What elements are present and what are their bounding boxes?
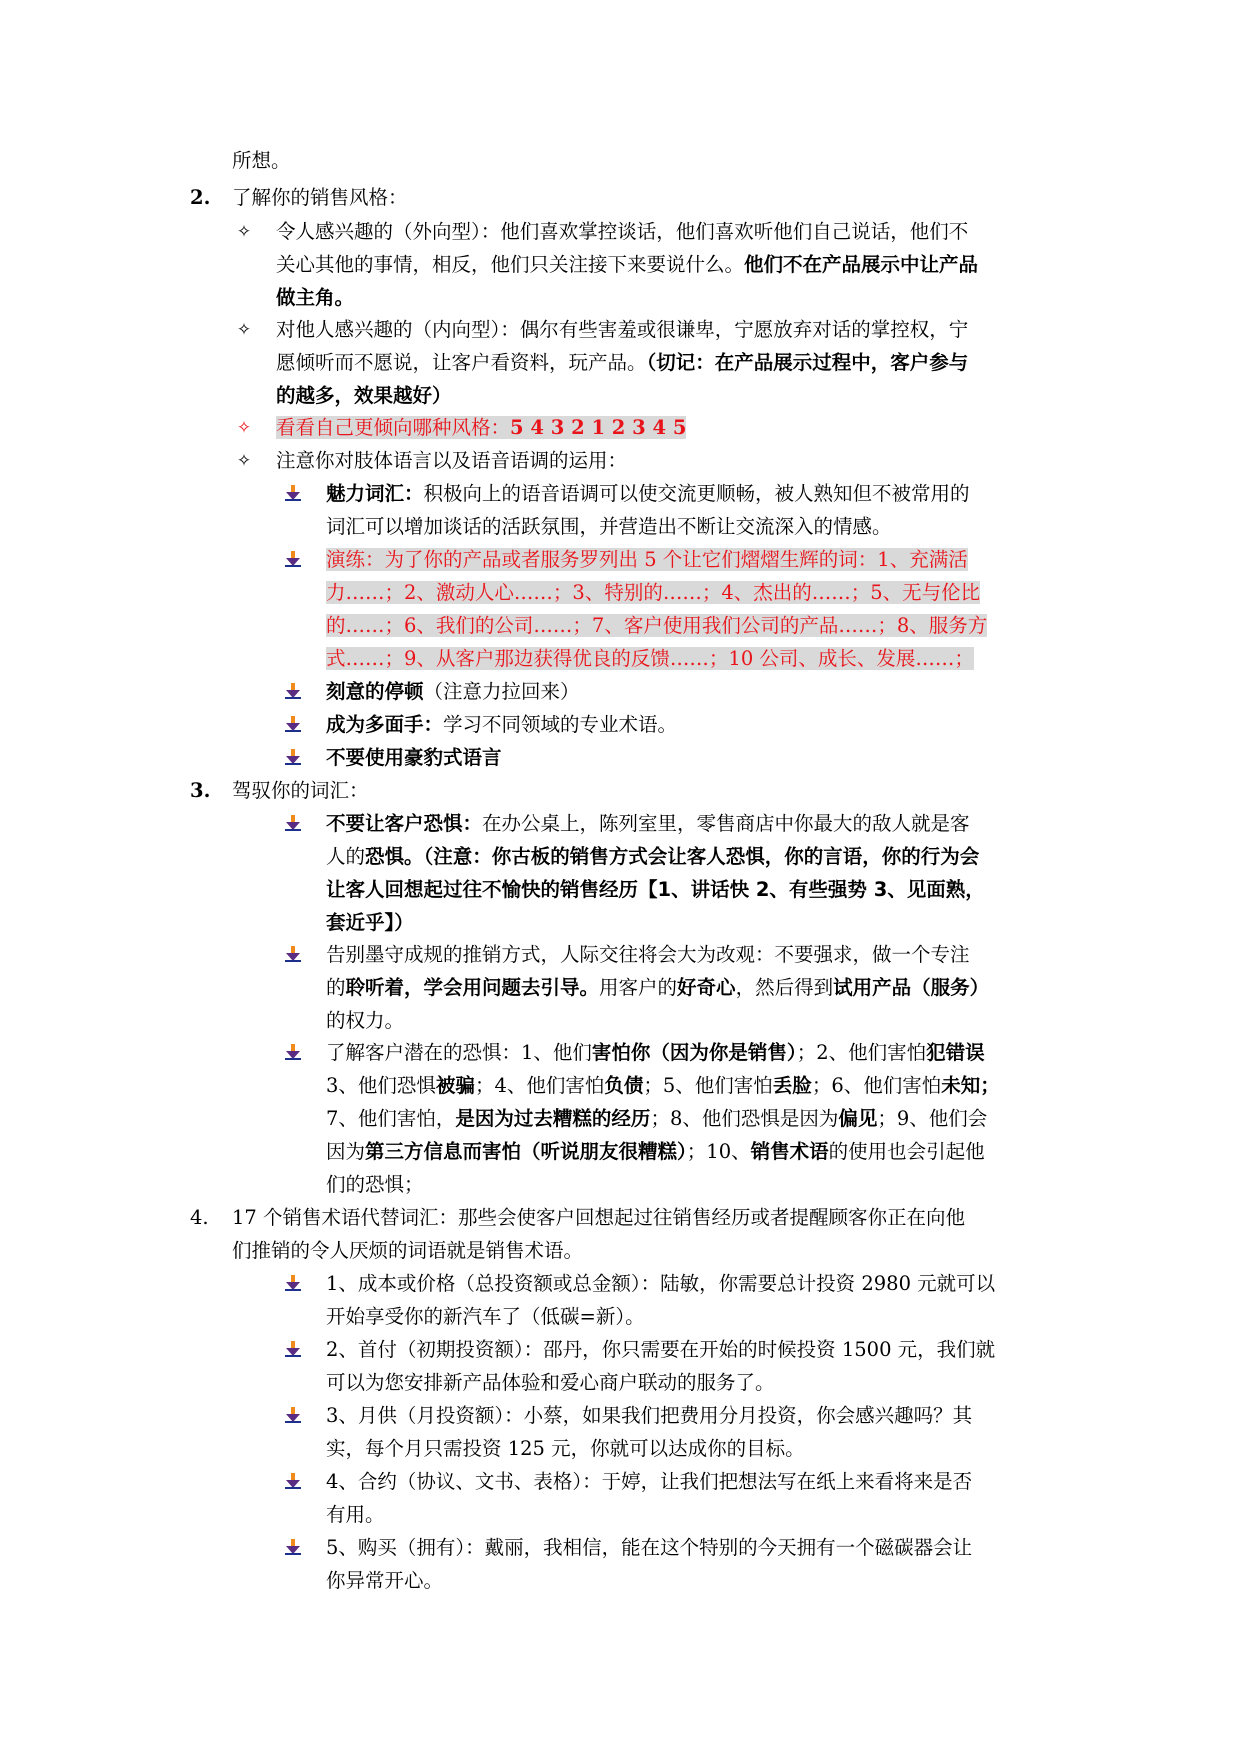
star-bullet-icon: ✧	[236, 451, 252, 471]
highlighted-line: 力……；2、激动人心……；3、特别的……；4、杰出的……；5、无与伦比	[326, 581, 981, 604]
paragraph-line: 告别墨守成规的推销方式，人际交往将会大为改观：不要强求，做一个专注	[326, 943, 970, 966]
down-arrow-bullet-icon	[284, 748, 302, 766]
paragraph-line: 关心其他的事情，相反，他们只关注接下来要说什么。他们不在产品展示中让产品	[276, 253, 979, 276]
paragraph-line: 因为第三方信息而害怕（听说朋友很糟糕）；10、销售术语的使用也会引起他	[326, 1140, 985, 1163]
down-arrow-bullet-icon	[284, 1538, 302, 1556]
paragraph-line: 令人感兴趣的（外向型）：他们喜欢掌控谈话，他们喜欢听他们自己说话，他们不	[276, 220, 969, 243]
paragraph-line: 们推销的令人厌烦的词语就是销售术语。	[232, 1239, 584, 1262]
paragraph-line: 愿倾听而不愿说，让客户看资料，玩产品。（切记：在产品展示过程中，客户参与	[276, 351, 969, 374]
down-arrow-bullet-icon	[284, 1274, 302, 1292]
down-arrow-bullet-icon	[284, 1043, 302, 1061]
paragraph-line: 2、首付（初期投资额）：邵丹，你只需要在开始的时候投资 1500 元，我们就	[326, 1338, 996, 1361]
paragraph-line: 可以为您安排新产品体验和爱心商户联动的服务了。	[326, 1371, 775, 1394]
paragraph-line: 套近乎】）	[326, 911, 414, 934]
star-bullet-icon: ✧	[236, 418, 252, 438]
paragraph-line: 17 个销售术语代替词汇：那些会使客户回想起过往销售经历或者提醒顾客你正在向他	[232, 1206, 966, 1229]
down-arrow-bullet-icon	[284, 814, 302, 832]
paragraph-line: 开始享受你的新汽车了（低碳=新）。	[326, 1305, 645, 1328]
star-bullet-icon: ✧	[236, 222, 252, 242]
paragraph-line: 不要让客户恐惧：在办公桌上，陈列室里，零售商店中你最大的敌人就是客	[326, 812, 970, 835]
paragraph-line: 人的恐惧。（注意：你古板的销售方式会让客人恐惧，你的言语，你的行为会	[326, 845, 980, 868]
paragraph-line: 成为多面手：学习不同领域的专业术语。	[326, 713, 678, 736]
down-arrow-bullet-icon	[284, 1340, 302, 1358]
paragraph-line: 3、他们恐惧被骗；4、他们害怕负债；5、他们害怕丢脸；6、他们害怕未知；	[326, 1074, 1000, 1097]
down-arrow-bullet-icon	[284, 550, 302, 568]
paragraph-line: 你异常开心。	[326, 1569, 444, 1592]
paragraph-line: 魅力词汇：积极向上的语音语调可以使交流更顺畅，被人熟知但不被常用的	[326, 482, 970, 505]
list-number: 4.	[190, 1206, 209, 1229]
paragraph-line: 1、成本或价格（总投资额或总金额）：陆敏，你需要总计投资 2980 元就可以	[326, 1272, 996, 1295]
paragraph-line: 不要使用豪豹式语言	[326, 746, 502, 769]
paragraph-line: 3、月供（月投资额）：小蔡，如果我们把费用分月投资，你会感兴趣吗？其	[326, 1404, 973, 1427]
paragraph-line: 有用。	[326, 1503, 385, 1526]
section-heading: 驾驭你的词汇：	[232, 779, 369, 802]
paragraph-line: 所想。	[232, 149, 291, 172]
star-bullet-icon: ✧	[236, 320, 252, 340]
paragraph-line: 7、他们害怕，是因为过去糟糕的经历；8、他们恐惧是因为偏见；9、他们会	[326, 1107, 988, 1130]
paragraph-line: 注意你对肢体语言以及语音语调的运用：	[276, 449, 628, 472]
section-heading: 了解你的销售风格：	[232, 186, 408, 209]
paragraph-line: 实，每个月只需投资 125 元，你就可以达成你的目标。	[326, 1437, 805, 1460]
highlighted-line: 的……；6、我们的公司……；7、客户使用我们公司的产品……；8、服务方	[326, 614, 988, 637]
paragraph-line: 的聆听着，学会用问题去引导。用客户的好奇心，然后得到试用产品（服务）	[326, 976, 990, 999]
down-arrow-bullet-icon	[284, 715, 302, 733]
down-arrow-bullet-icon	[284, 945, 302, 963]
highlighted-line: 演练：为了你的产品或者服务罗列出 5 个让它们熠熠生辉的词：1、充满活	[326, 548, 968, 571]
paragraph-line: 的越多，效果越好）	[276, 384, 452, 407]
highlighted-line: 看看自己更倾向哪种风格：5 4 3 2 1 2 3 4 5	[276, 416, 687, 439]
highlighted-line: 式……；9、从客户那边获得优良的反馈……；10 公司、成长、发展……；	[326, 647, 974, 670]
paragraph-line: 们的恐惧；	[326, 1173, 424, 1196]
list-number: 3.	[190, 779, 211, 802]
paragraph-line: 4、合约（协议、文书、表格）：于婷，让我们把想法写在纸上来看将来是否	[326, 1470, 973, 1493]
paragraph-line: 的权力。	[326, 1009, 405, 1032]
paragraph-line: 了解客户潜在的恐惧：1、他们害怕你（因为你是销售）；2、他们害怕犯错误	[326, 1041, 985, 1064]
paragraph-line: 做主角。	[276, 286, 355, 309]
down-arrow-bullet-icon	[284, 682, 302, 700]
down-arrow-bullet-icon	[284, 484, 302, 502]
list-number: 2.	[190, 186, 211, 209]
paragraph-line: 对他人感兴趣的（内向型）：偶尔有些害羞或很谦卑，宁愿放弃对话的掌控权，宁	[276, 318, 969, 341]
paragraph-line: 5、购买（拥有）：戴丽，我相信，能在这个特别的今天拥有一个磁碳器会让	[326, 1536, 973, 1559]
down-arrow-bullet-icon	[284, 1406, 302, 1424]
down-arrow-bullet-icon	[284, 1472, 302, 1490]
paragraph-line: 词汇可以增加谈话的活跃氛围，并营造出不断让交流深入的情感。	[326, 515, 892, 538]
paragraph-line: 让客人回想起过往不愉快的销售经历【1、讲话快 2、有些强势 3、见面熟，	[326, 878, 985, 901]
paragraph-line: 刻意的停顿（注意力拉回来）	[326, 680, 580, 703]
